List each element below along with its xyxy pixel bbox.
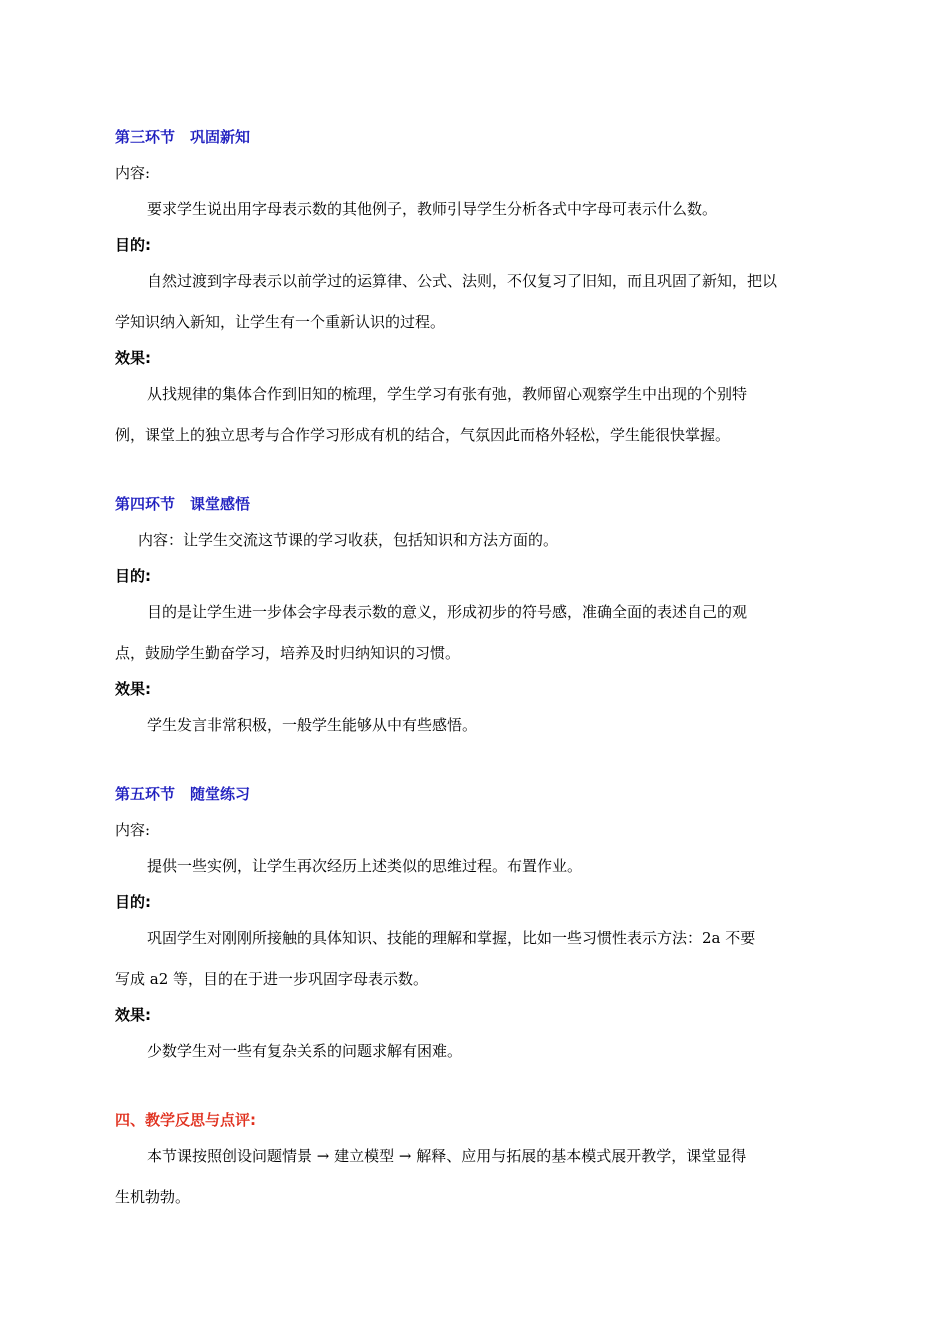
section5-purpose-line1: 巩固学生对刚刚所接触的具体知识、技能的理解和掌握，比如一些习惯性表示方法：2a 不要 xyxy=(147,929,756,947)
section5-content-text: 提供一些实例，让学生再次经历上述类似的思维过程。布置作业。 xyxy=(147,857,583,875)
section5-effect-text: 少数学生对一些有复杂关系的问题求解有困难。 xyxy=(147,1042,463,1060)
section5-effect-label: 效果: xyxy=(115,1006,151,1024)
section5-purpose-line2: 写成 a2 等，目的在于进一步巩固字母表示数。 xyxy=(115,970,429,988)
section3-content-text: 要求学生说出用字母表示数的其他例子，教师引导学生分析各式中字母可表示什么数。 xyxy=(147,200,718,218)
section3-purpose-line2: 学知识纳入新知，让学生有一个重新认识的过程。 xyxy=(115,313,446,331)
section3-effect-line2: 例，课堂上的独立思考与合作学习形成有机的结合，气氛因此而格外轻松，学生能很快掌握。 xyxy=(115,426,731,444)
section3-purpose-label: 目的: xyxy=(115,236,151,254)
section4-purpose-line2: 点，鼓励学生勤奋学习，培养及时归纳知识的习惯。 xyxy=(115,644,461,662)
reflection-line2: 生机勃勃。 xyxy=(115,1188,191,1206)
section4-effect-label: 效果: xyxy=(115,680,151,698)
section5-title: 第五环节 随堂练习 xyxy=(115,785,251,803)
section4-effect-text: 学生发言非常积极，一般学生能够从中有些感悟。 xyxy=(147,716,478,734)
section3-purpose-line1: 自然过渡到字母表示以前学过的运算律、公式、法则，不仅复习了旧知，而且巩固了新知，把以 xyxy=(147,272,778,290)
section5-purpose-label: 目的: xyxy=(115,893,151,911)
section3-effect-line1: 从找规律的集体合作到旧知的梳理，学生学习有张有弛，教师留心观察学生中出现的个别特 xyxy=(147,385,748,403)
section3-effect-label: 效果: xyxy=(115,349,151,367)
reflection-line1: 本节课按照创设问题情景 → 建立模型 → 解释、应用与拓展的基本模式展开教学，课堂显得 xyxy=(147,1147,747,1165)
section3-content-label: 内容: xyxy=(115,164,151,182)
section4-content-text: 内容：让学生交流这节课的学习收获，包括知识和方法方面的。 xyxy=(138,531,559,549)
section4-purpose-line1: 目的是让学生进一步体会字母表示数的意义，形成初步的符号感，准确全面的表述自己的观 xyxy=(147,603,748,621)
section3-title: 第三环节 巩固新知 xyxy=(115,128,251,146)
section5-content-label: 内容: xyxy=(115,821,151,839)
section4-purpose-label: 目的: xyxy=(115,567,151,585)
reflection-title: 四、教学反思与点评: xyxy=(115,1111,256,1129)
section4-title: 第四环节 课堂感悟 xyxy=(115,495,251,513)
